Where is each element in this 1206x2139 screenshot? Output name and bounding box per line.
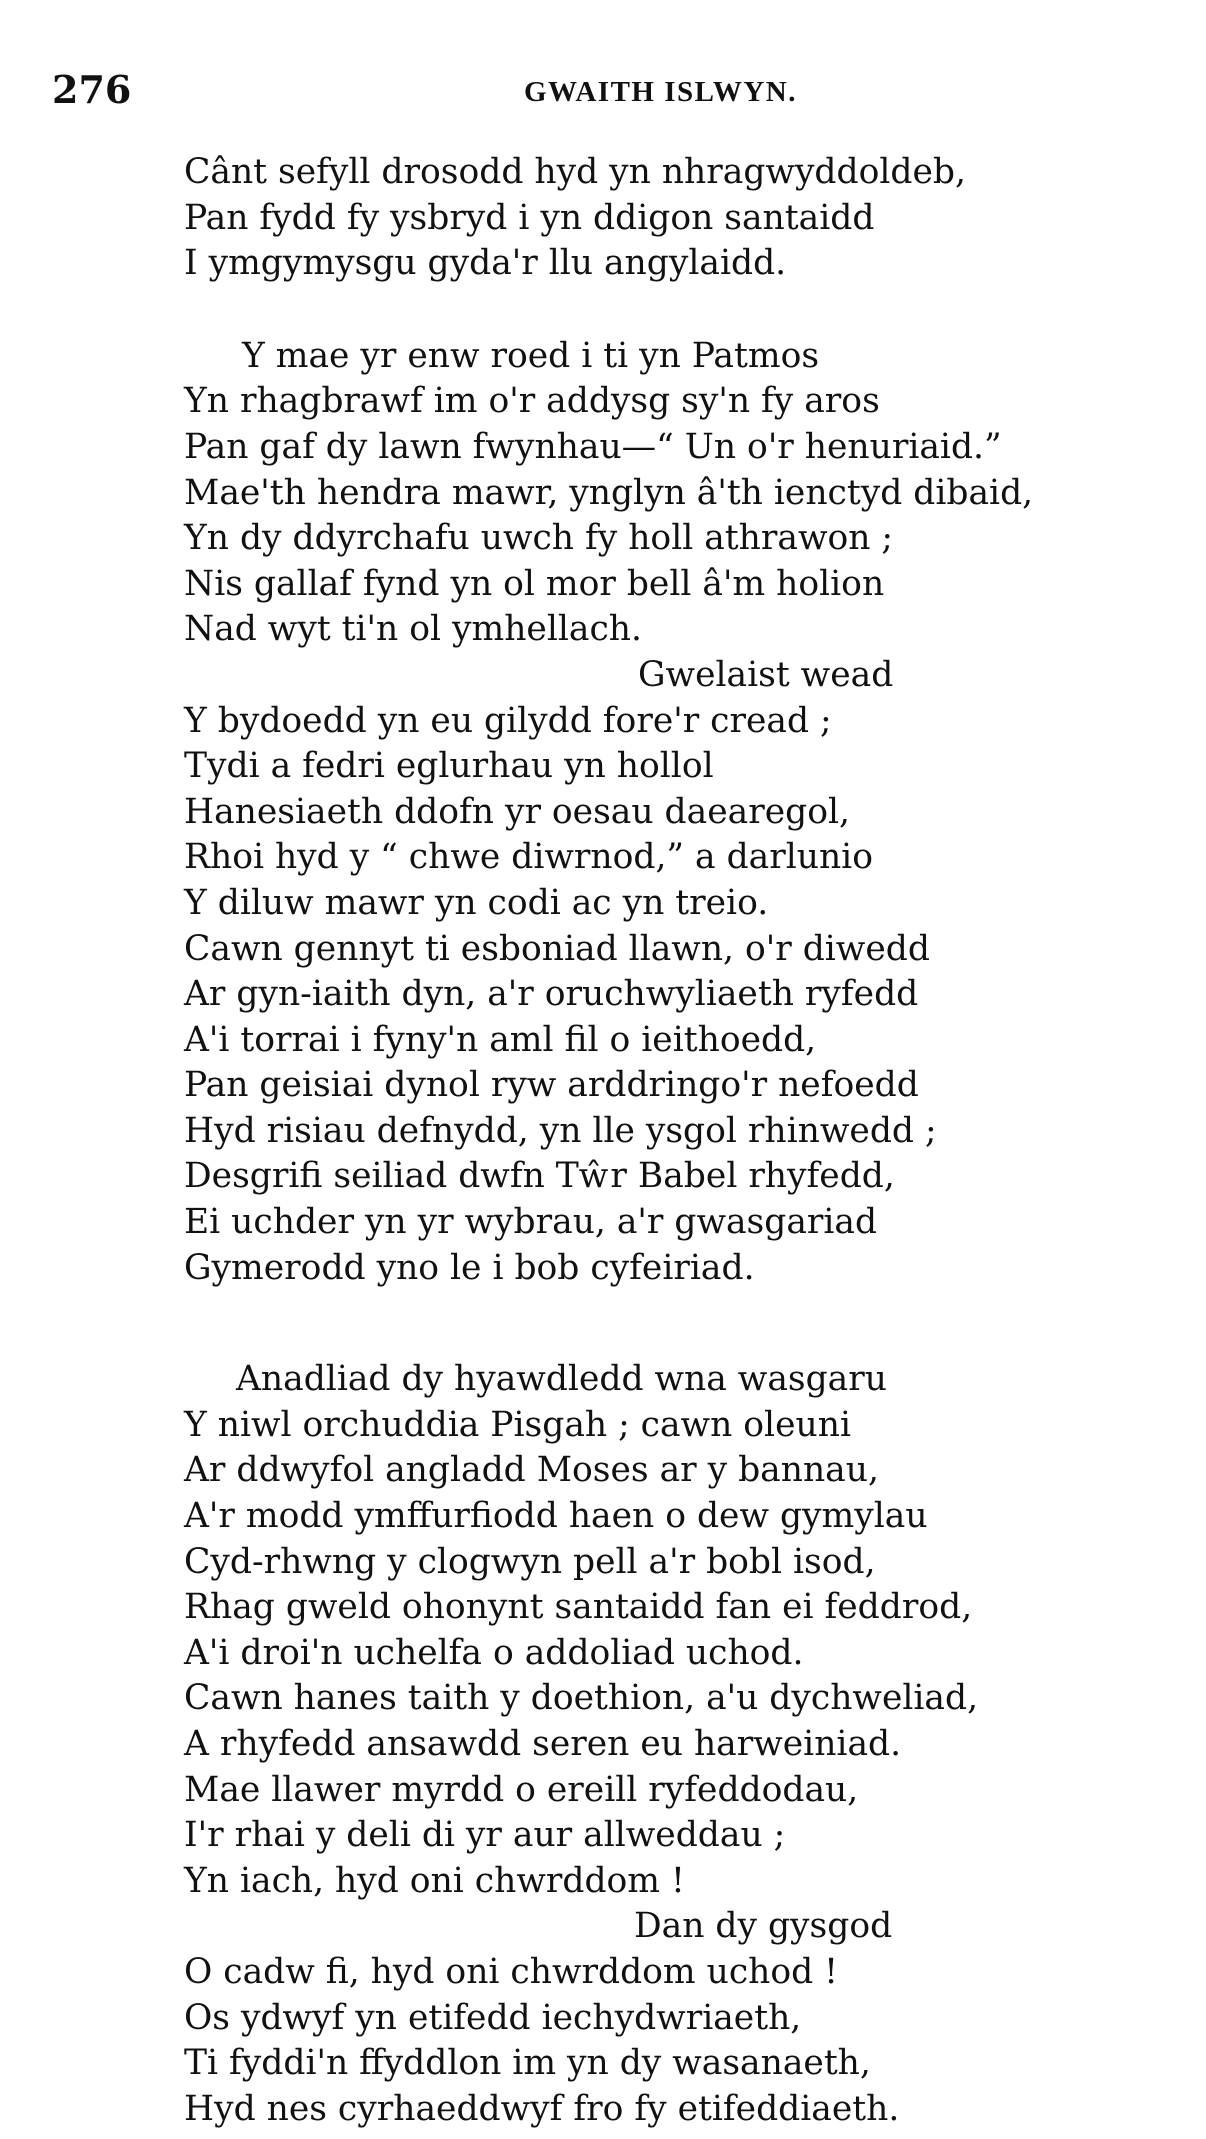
verse-line: Yn dy ddyrchafu uwch fy holl athrawon ;	[184, 518, 894, 559]
verse-line: Cyd-rhwng y clogwyn pell a'r bobl isod,	[184, 1541, 876, 1582]
verse-line: Y bydoedd yn eu gilydd fore'r cread ;	[184, 700, 832, 741]
verse-line: A'i droi'n uchelfa o addoliad uchod.	[184, 1632, 804, 1673]
page-header	[52, 68, 1162, 112]
verse-line: Rhoi hyd y “ chwe diwrnod,” a darlunio	[184, 837, 873, 878]
verse-line: Dan dy gysgod	[634, 1906, 893, 1947]
verse-line: Cawn hanes taith y doethion, a'u dychweliad,	[184, 1678, 979, 1719]
verse-line: Hyd risiau defnydd, yn lle ysgol rhinwedd ;	[184, 1110, 937, 1151]
verse-line: Ar ddwyfol angladd Moses ar y bannau,	[184, 1450, 879, 1491]
verse-line: A'r modd ymffurfiodd haen o dew gymylau	[184, 1496, 928, 1537]
verse-line: Cawn gennyt ti esboniad llawn, o'r diwedd	[184, 928, 930, 969]
verse-line: Mae llawer myrdd o ereill ryfeddodau,	[184, 1769, 859, 1810]
verse-line: Anadliad dy hyawdledd wna wasgaru	[236, 1359, 887, 1400]
stanza-2	[184, 334, 1184, 1291]
verse-line: Rhag gweld ohonynt santaidd fan ei feddrod,	[184, 1587, 973, 1628]
verse-line: Ei uchder yn yr wybrau, a'r gwasgariad	[184, 1202, 878, 1243]
verse-line: A'i torrai i fyny'n aml fil o ieithoedd,	[184, 1019, 817, 1060]
verse-line: Os ydwyf yn etifedd iechydwriaeth,	[184, 1997, 802, 2038]
verse-line: I'r rhai y deli di yr aur allweddau ;	[184, 1815, 786, 1856]
verse-line: Yn rhagbrawf im o'r addysg sy'n fy aros	[184, 381, 880, 422]
verse-line: Nis gallaf fynd yn ol mor bell â'm holion	[184, 563, 885, 604]
verse-line: Desgrifi seiliad dwfn Tŵr Babel rhyfedd,	[184, 1156, 895, 1197]
verse-line: Yn iach, hyd oni chwrddom !	[184, 1860, 685, 1901]
verse-line: Ar gyn-iaith dyn, a'r oruchwyliaeth ryfedd	[184, 974, 919, 1015]
stanza-3	[184, 1357, 1184, 2132]
verse-line: Nad wyt ti'n ol ymhellach.	[184, 609, 642, 650]
verse-line: Y mae yr enw roed i ti yn Patmos	[242, 335, 820, 376]
verse-line: Y diluw mawr yn codi ac yn treio.	[184, 882, 769, 923]
running-title: GWAITH ISLWYN.	[524, 76, 797, 108]
verse-line: Ti fyddi'n ffyddlon im yn dy wasanaeth,	[184, 2043, 871, 2084]
verse-line: O cadw fi, hyd oni chwrddom uchod !	[184, 1951, 839, 1992]
verse-line: Pan geisiai dynol ryw arddringo'r nefoedd	[184, 1065, 919, 1106]
verse-line: Hyd nes cyrhaeddwyf fro fy etifeddiaeth.	[184, 2088, 900, 2129]
page-number: 276	[52, 67, 132, 112]
verse-line: Hanesiaeth ddofn yr oesau daearegol,	[184, 791, 850, 832]
verse-line: Pan gaf dy lawn fwynhau—“ Un o'r henuriaid.”	[184, 426, 1002, 467]
verse-line: Cânt sefyll drosodd hyd yn nhragwyddoldeb,	[184, 152, 966, 192]
stanza-1	[184, 150, 1184, 287]
verse-line: Mae'th hendra mawr, ynglyn â'th ienctyd dibaid,	[184, 472, 1034, 513]
verse-line: Pan fydd fy ysbryd i yn ddigon santaidd	[184, 197, 875, 238]
verse-line: Tydi a fedri eglurhau yn hollol	[184, 746, 714, 787]
verse-line: I ymgymysgu gyda'r llu angylaidd.	[184, 243, 787, 284]
verse-line: Gymerodd yno le i bob cyfeiriad.	[184, 1247, 755, 1288]
verse-line: Gwelaist wead	[638, 654, 894, 695]
verse-line: Y niwl orchuddia Pisgah ; cawn oleuni	[184, 1404, 851, 1445]
poem-text	[184, 150, 1184, 2132]
verse-line: A rhyfedd ansawdd seren eu harweiniad.	[184, 1724, 902, 1764]
